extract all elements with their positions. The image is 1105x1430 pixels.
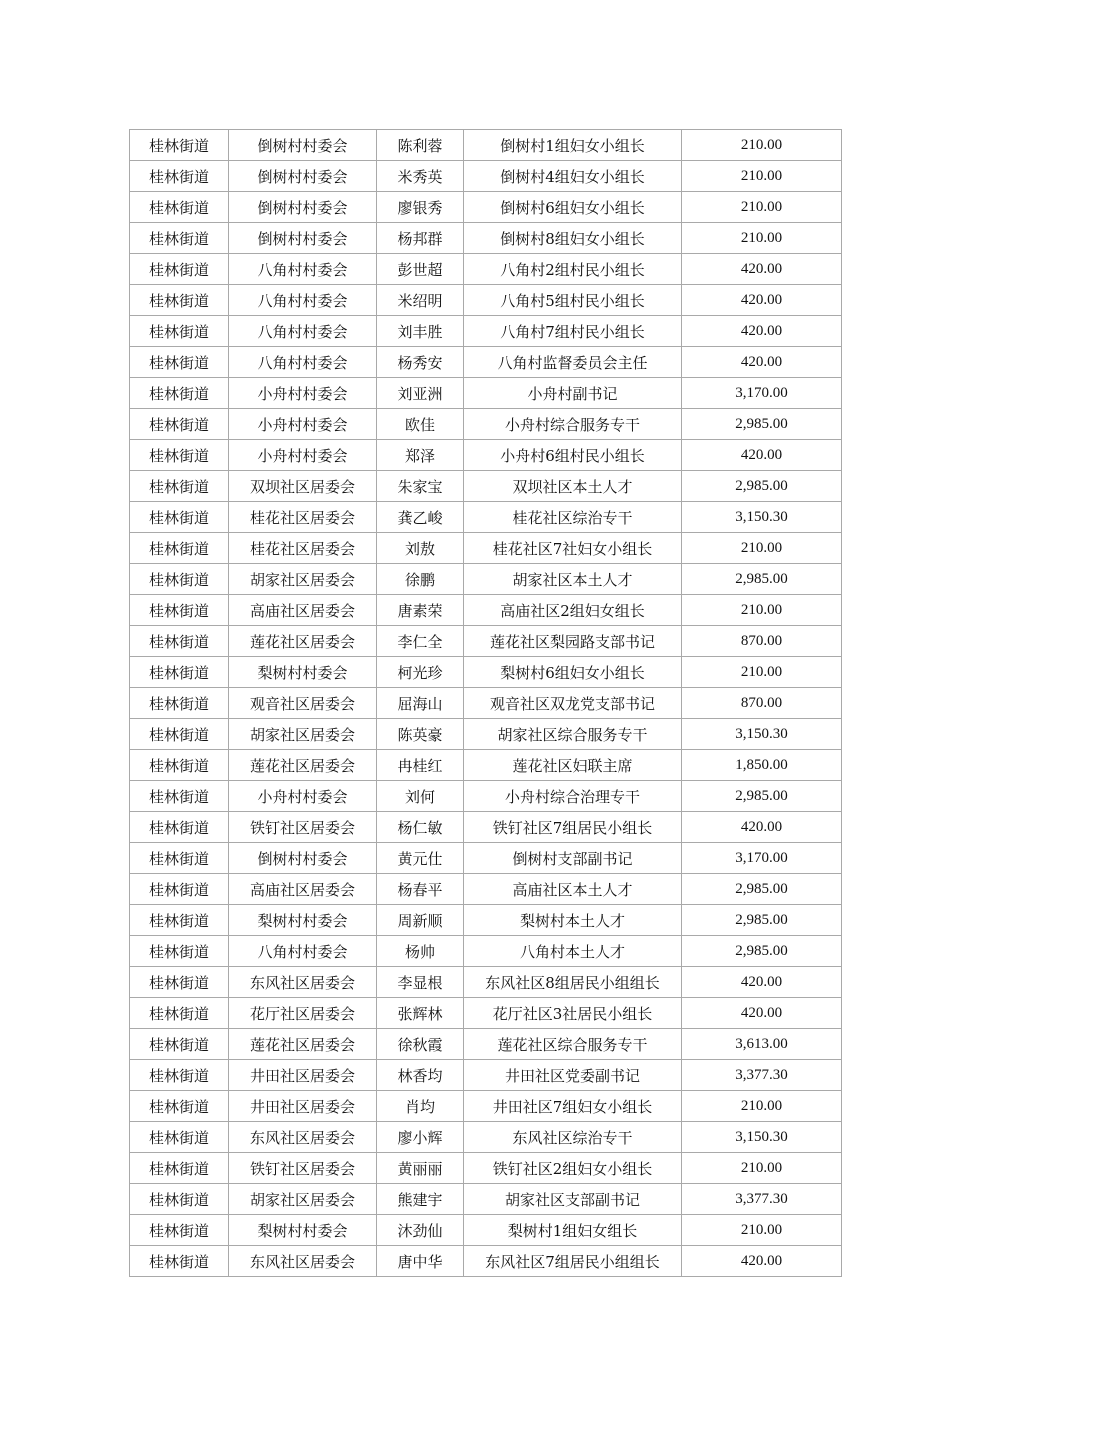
- street-cell: 桂林街道: [130, 130, 229, 161]
- position-cell: 井田社区党委副书记: [464, 1060, 682, 1091]
- table-row: [130, 998, 842, 1029]
- table-row: [130, 502, 842, 533]
- subsidy-roster-table: [129, 129, 842, 1277]
- committee-cell: 八角村村委会: [229, 347, 377, 378]
- amount-cell: 210.00: [682, 223, 842, 254]
- position-cell: 梨树村6组妇女小组长: [464, 657, 682, 688]
- name-cell: 徐鹏: [377, 564, 464, 595]
- name-cell: 柯光珍: [377, 657, 464, 688]
- position-cell: 八角村监督委员会主任: [464, 347, 682, 378]
- table-row: [130, 1029, 842, 1060]
- name-cell: 唐中华: [377, 1246, 464, 1277]
- committee-cell: 梨树村村委会: [229, 905, 377, 936]
- name-cell: 刘敖: [377, 533, 464, 564]
- street-cell: 桂林街道: [130, 781, 229, 812]
- committee-cell: 倒树村村委会: [229, 843, 377, 874]
- amount-cell: 210.00: [682, 657, 842, 688]
- position-cell: 铁钉社区2组妇女小组长: [464, 1153, 682, 1184]
- street-cell: 桂林街道: [130, 1091, 229, 1122]
- amount-cell: 210.00: [682, 161, 842, 192]
- amount-cell: 2,985.00: [682, 874, 842, 905]
- committee-cell: 胡家社区居委会: [229, 564, 377, 595]
- street-cell: 桂林街道: [130, 161, 229, 192]
- amount-cell: 420.00: [682, 285, 842, 316]
- street-cell: 桂林街道: [130, 533, 229, 564]
- committee-cell: 倒树村村委会: [229, 161, 377, 192]
- committee-cell: 八角村村委会: [229, 285, 377, 316]
- street-cell: 桂林街道: [130, 254, 229, 285]
- table-row: [130, 564, 842, 595]
- name-cell: 沐劲仙: [377, 1215, 464, 1246]
- position-cell: 八角村5组村民小组长: [464, 285, 682, 316]
- street-cell: 桂林街道: [130, 688, 229, 719]
- committee-cell: 东风社区居委会: [229, 1246, 377, 1277]
- committee-cell: 胡家社区居委会: [229, 719, 377, 750]
- amount-cell: 210.00: [682, 192, 842, 223]
- table-row: [130, 409, 842, 440]
- street-cell: 桂林街道: [130, 285, 229, 316]
- committee-cell: 桂花社区居委会: [229, 502, 377, 533]
- amount-cell: 420.00: [682, 254, 842, 285]
- amount-cell: 2,985.00: [682, 471, 842, 502]
- street-cell: 桂林街道: [130, 502, 229, 533]
- name-cell: 李显根: [377, 967, 464, 998]
- street-cell: 桂林街道: [130, 998, 229, 1029]
- amount-cell: 420.00: [682, 347, 842, 378]
- name-cell: 郑泽: [377, 440, 464, 471]
- position-cell: 莲花社区梨园路支部书记: [464, 626, 682, 657]
- committee-cell: 井田社区居委会: [229, 1091, 377, 1122]
- table-row: [130, 440, 842, 471]
- committee-cell: 莲花社区居委会: [229, 626, 377, 657]
- committee-cell: 双坝社区居委会: [229, 471, 377, 502]
- amount-cell: 420.00: [682, 967, 842, 998]
- table-row: [130, 781, 842, 812]
- table-row: [130, 285, 842, 316]
- table-row: [130, 254, 842, 285]
- name-cell: 唐素荣: [377, 595, 464, 626]
- table-row: [130, 719, 842, 750]
- street-cell: 桂林街道: [130, 471, 229, 502]
- amount-cell: 210.00: [682, 533, 842, 564]
- amount-cell: 3,613.00: [682, 1029, 842, 1060]
- amount-cell: 210.00: [682, 1091, 842, 1122]
- position-cell: 八角村7组村民小组长: [464, 316, 682, 347]
- committee-cell: 高庙社区居委会: [229, 595, 377, 626]
- committee-cell: 胡家社区居委会: [229, 1184, 377, 1215]
- street-cell: 桂林街道: [130, 719, 229, 750]
- name-cell: 米绍明: [377, 285, 464, 316]
- amount-cell: 2,985.00: [682, 409, 842, 440]
- committee-cell: 梨树村村委会: [229, 657, 377, 688]
- name-cell: 李仁全: [377, 626, 464, 657]
- position-cell: 胡家社区支部副书记: [464, 1184, 682, 1215]
- name-cell: 廖银秀: [377, 192, 464, 223]
- committee-cell: 梨树村村委会: [229, 1215, 377, 1246]
- position-cell: 东风社区7组居民小组组长: [464, 1246, 682, 1277]
- amount-cell: 3,150.30: [682, 1122, 842, 1153]
- amount-cell: 1,850.00: [682, 750, 842, 781]
- name-cell: 张辉林: [377, 998, 464, 1029]
- position-cell: 观音社区双龙党支部书记: [464, 688, 682, 719]
- committee-cell: 井田社区居委会: [229, 1060, 377, 1091]
- table-row: [130, 812, 842, 843]
- street-cell: 桂林街道: [130, 936, 229, 967]
- name-cell: 刘亚洲: [377, 378, 464, 409]
- table-row: [130, 905, 842, 936]
- amount-cell: 420.00: [682, 812, 842, 843]
- position-cell: 东风社区综治专干: [464, 1122, 682, 1153]
- name-cell: 杨邦群: [377, 223, 464, 254]
- name-cell: 黄丽丽: [377, 1153, 464, 1184]
- table-row: [130, 967, 842, 998]
- committee-cell: 八角村村委会: [229, 254, 377, 285]
- name-cell: 陈利蓉: [377, 130, 464, 161]
- street-cell: 桂林街道: [130, 409, 229, 440]
- position-cell: 花厅社区3社居民小组长: [464, 998, 682, 1029]
- position-cell: 倒树村1组妇女小组长: [464, 130, 682, 161]
- street-cell: 桂林街道: [130, 347, 229, 378]
- position-cell: 井田社区7组妇女小组长: [464, 1091, 682, 1122]
- committee-cell: 八角村村委会: [229, 316, 377, 347]
- table-row: [130, 595, 842, 626]
- name-cell: 肖均: [377, 1091, 464, 1122]
- name-cell: 熊建宇: [377, 1184, 464, 1215]
- table-row: [130, 223, 842, 254]
- committee-cell: 小舟村村委会: [229, 440, 377, 471]
- street-cell: 桂林街道: [130, 316, 229, 347]
- amount-cell: 3,150.30: [682, 502, 842, 533]
- committee-cell: 铁钉社区居委会: [229, 1153, 377, 1184]
- committee-cell: 高庙社区居委会: [229, 874, 377, 905]
- table-row: [130, 657, 842, 688]
- name-cell: 周新顺: [377, 905, 464, 936]
- position-cell: 倒树村4组妇女小组长: [464, 161, 682, 192]
- name-cell: 朱家宝: [377, 471, 464, 502]
- table-row: [130, 378, 842, 409]
- street-cell: 桂林街道: [130, 812, 229, 843]
- committee-cell: 东风社区居委会: [229, 967, 377, 998]
- committee-cell: 观音社区居委会: [229, 688, 377, 719]
- street-cell: 桂林街道: [130, 905, 229, 936]
- table-row: [130, 936, 842, 967]
- amount-cell: 2,985.00: [682, 781, 842, 812]
- amount-cell: 210.00: [682, 1153, 842, 1184]
- position-cell: 东风社区8组居民小组组长: [464, 967, 682, 998]
- name-cell: 刘丰胜: [377, 316, 464, 347]
- street-cell: 桂林街道: [130, 657, 229, 688]
- committee-cell: 小舟村村委会: [229, 378, 377, 409]
- amount-cell: 3,150.30: [682, 719, 842, 750]
- committee-cell: 小舟村村委会: [229, 781, 377, 812]
- street-cell: 桂林街道: [130, 378, 229, 409]
- street-cell: 桂林街道: [130, 750, 229, 781]
- table-body: [130, 130, 842, 1277]
- street-cell: 桂林街道: [130, 1029, 229, 1060]
- position-cell: 小舟村综合服务专干: [464, 409, 682, 440]
- name-cell: 冉桂红: [377, 750, 464, 781]
- position-cell: 胡家社区本土人才: [464, 564, 682, 595]
- table-row: [130, 1122, 842, 1153]
- committee-cell: 八角村村委会: [229, 936, 377, 967]
- table-row: [130, 347, 842, 378]
- table-row: [130, 1153, 842, 1184]
- amount-cell: 870.00: [682, 688, 842, 719]
- name-cell: 杨秀安: [377, 347, 464, 378]
- table-row: [130, 843, 842, 874]
- committee-cell: 倒树村村委会: [229, 223, 377, 254]
- street-cell: 桂林街道: [130, 843, 229, 874]
- name-cell: 杨仁敏: [377, 812, 464, 843]
- position-cell: 梨树村1组妇女组长: [464, 1215, 682, 1246]
- table-row: [130, 1060, 842, 1091]
- committee-cell: 花厅社区居委会: [229, 998, 377, 1029]
- committee-cell: 倒树村村委会: [229, 192, 377, 223]
- amount-cell: 2,985.00: [682, 564, 842, 595]
- table-row: [130, 471, 842, 502]
- position-cell: 小舟村综合治理专干: [464, 781, 682, 812]
- position-cell: 倒树村6组妇女小组长: [464, 192, 682, 223]
- amount-cell: 420.00: [682, 440, 842, 471]
- committee-cell: 桂花社区居委会: [229, 533, 377, 564]
- amount-cell: 420.00: [682, 1246, 842, 1277]
- position-cell: 八角村本土人才: [464, 936, 682, 967]
- table-row: [130, 1215, 842, 1246]
- street-cell: 桂林街道: [130, 1246, 229, 1277]
- name-cell: 杨帅: [377, 936, 464, 967]
- position-cell: 铁钉社区7组居民小组长: [464, 812, 682, 843]
- position-cell: 桂花社区7社妇女小组长: [464, 533, 682, 564]
- amount-cell: 2,985.00: [682, 905, 842, 936]
- position-cell: 小舟村6组村民小组长: [464, 440, 682, 471]
- table-row: [130, 750, 842, 781]
- position-cell: 高庙社区2组妇女组长: [464, 595, 682, 626]
- amount-cell: 870.00: [682, 626, 842, 657]
- position-cell: 桂花社区综治专干: [464, 502, 682, 533]
- position-cell: 莲花社区综合服务专干: [464, 1029, 682, 1060]
- position-cell: 胡家社区综合服务专干: [464, 719, 682, 750]
- name-cell: 廖小辉: [377, 1122, 464, 1153]
- street-cell: 桂林街道: [130, 1184, 229, 1215]
- position-cell: 梨树村本土人才: [464, 905, 682, 936]
- name-cell: 米秀英: [377, 161, 464, 192]
- amount-cell: 420.00: [682, 998, 842, 1029]
- table-row: [130, 161, 842, 192]
- position-cell: 小舟村副书记: [464, 378, 682, 409]
- street-cell: 桂林街道: [130, 1122, 229, 1153]
- table-row: [130, 130, 842, 161]
- name-cell: 刘何: [377, 781, 464, 812]
- street-cell: 桂林街道: [130, 626, 229, 657]
- table-row: [130, 688, 842, 719]
- position-cell: 高庙社区本土人才: [464, 874, 682, 905]
- position-cell: 八角村2组村民小组长: [464, 254, 682, 285]
- amount-cell: 420.00: [682, 316, 842, 347]
- amount-cell: 210.00: [682, 595, 842, 626]
- committee-cell: 小舟村村委会: [229, 409, 377, 440]
- name-cell: 杨春平: [377, 874, 464, 905]
- position-cell: 倒树村8组妇女小组长: [464, 223, 682, 254]
- table-row: [130, 1091, 842, 1122]
- name-cell: 欧佳: [377, 409, 464, 440]
- name-cell: 彭世超: [377, 254, 464, 285]
- amount-cell: 210.00: [682, 1215, 842, 1246]
- committee-cell: 东风社区居委会: [229, 1122, 377, 1153]
- name-cell: 徐秋霞: [377, 1029, 464, 1060]
- table-row: [130, 1184, 842, 1215]
- street-cell: 桂林街道: [130, 1153, 229, 1184]
- committee-cell: 莲花社区居委会: [229, 750, 377, 781]
- table-row: [130, 192, 842, 223]
- amount-cell: 210.00: [682, 130, 842, 161]
- position-cell: 倒树村支部副书记: [464, 843, 682, 874]
- table-row: [130, 874, 842, 905]
- name-cell: 陈英豪: [377, 719, 464, 750]
- table-row: [130, 626, 842, 657]
- street-cell: 桂林街道: [130, 595, 229, 626]
- street-cell: 桂林街道: [130, 1215, 229, 1246]
- amount-cell: 2,985.00: [682, 936, 842, 967]
- position-cell: 双坝社区本土人才: [464, 471, 682, 502]
- street-cell: 桂林街道: [130, 874, 229, 905]
- street-cell: 桂林街道: [130, 967, 229, 998]
- committee-cell: 铁钉社区居委会: [229, 812, 377, 843]
- amount-cell: 3,377.30: [682, 1060, 842, 1091]
- name-cell: 林香均: [377, 1060, 464, 1091]
- amount-cell: 3,170.00: [682, 843, 842, 874]
- table-row: [130, 316, 842, 347]
- name-cell: 黄元仕: [377, 843, 464, 874]
- committee-cell: 倒树村村委会: [229, 130, 377, 161]
- street-cell: 桂林街道: [130, 440, 229, 471]
- name-cell: 屈海山: [377, 688, 464, 719]
- committee-cell: 莲花社区居委会: [229, 1029, 377, 1060]
- amount-cell: 3,170.00: [682, 378, 842, 409]
- street-cell: 桂林街道: [130, 564, 229, 595]
- amount-cell: 3,377.30: [682, 1184, 842, 1215]
- table-row: [130, 1246, 842, 1277]
- position-cell: 莲花社区妇联主席: [464, 750, 682, 781]
- street-cell: 桂林街道: [130, 192, 229, 223]
- street-cell: 桂林街道: [130, 223, 229, 254]
- street-cell: 桂林街道: [130, 1060, 229, 1091]
- name-cell: 龚乙峻: [377, 502, 464, 533]
- table-row: [130, 533, 842, 564]
